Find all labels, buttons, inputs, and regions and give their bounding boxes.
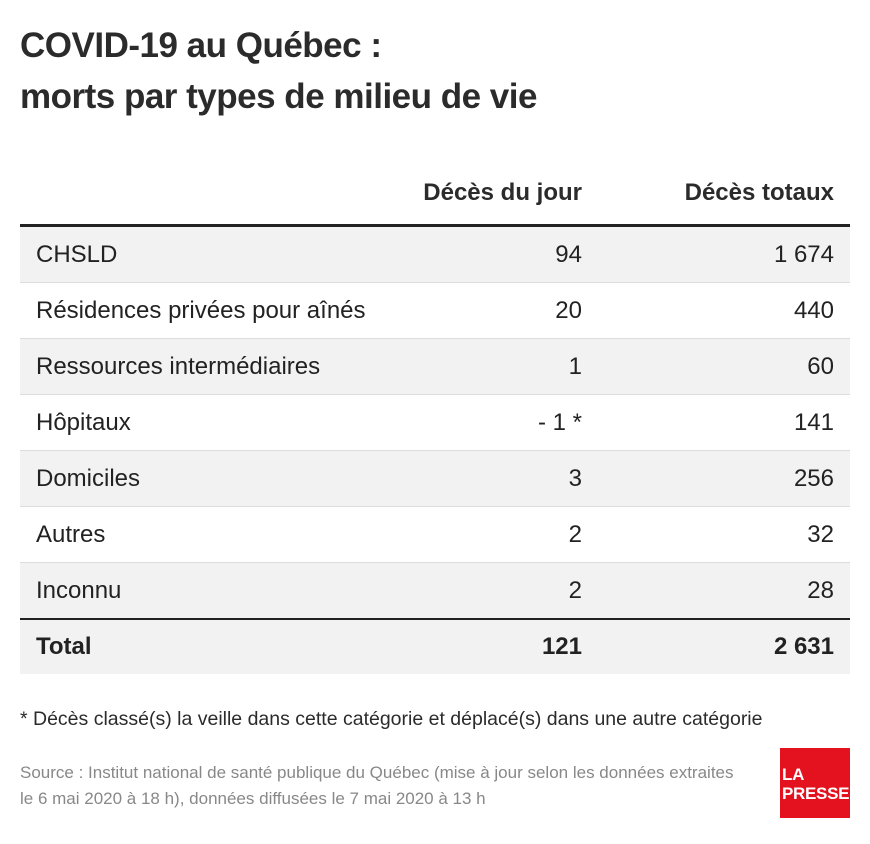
- la-presse-logo: [780, 748, 850, 818]
- table-header-row: [20, 166, 850, 226]
- cell-deces-totaux: 256: [598, 451, 850, 507]
- cell-deces-totaux: 141: [598, 395, 850, 451]
- cell-deces-jour: - 1 *: [386, 395, 598, 451]
- table-row: [20, 395, 850, 451]
- cell-deces-jour: 20: [386, 283, 598, 339]
- cell-milieu: CHSLD: [20, 226, 386, 283]
- header-deces-jour: Décès du jour: [386, 166, 598, 226]
- total-label: Total: [20, 619, 386, 674]
- table-row: [20, 563, 850, 620]
- table-row: [20, 451, 850, 507]
- title-line-1: COVID-19 au Québec :: [20, 26, 382, 65]
- header-milieu: [20, 166, 386, 226]
- header-deces-totaux: Décès totaux: [598, 166, 850, 226]
- logo-line-2: PRESSE: [782, 784, 850, 803]
- cell-deces-totaux: 60: [598, 339, 850, 395]
- cell-deces-jour: 94: [386, 226, 598, 283]
- table-row: [20, 226, 850, 283]
- cell-milieu: Ressources intermédiaires: [20, 339, 386, 395]
- cell-milieu: Inconnu: [20, 563, 386, 620]
- cell-milieu: Domiciles: [20, 451, 386, 507]
- table-row: [20, 339, 850, 395]
- deaths-table: [20, 166, 850, 674]
- total-deces-jour: 121: [386, 619, 598, 674]
- cell-deces-totaux: 440: [598, 283, 850, 339]
- cell-deces-totaux: 32: [598, 507, 850, 563]
- source-note: Source : Institut national de santé publique du Québec (mise à jour selon les données extraites le 6 mai 2020 à 18 h), données diffusées le 7 mai 2020 à 13 h: [20, 763, 734, 808]
- cell-milieu: Hôpitaux: [20, 395, 386, 451]
- title-line-2: morts par types de milieu de vie: [20, 77, 537, 116]
- footnote: * Décès classé(s) la veille dans cette catégorie et déplacé(s) dans une autre catégorie: [20, 708, 763, 730]
- cell-deces-jour: 2: [386, 507, 598, 563]
- total-deces-totaux: 2 631: [598, 619, 850, 674]
- page-title: [20, 20, 850, 122]
- cell-deces-jour: 3: [386, 451, 598, 507]
- cell-deces-totaux: 1 674: [598, 226, 850, 283]
- cell-milieu: Résidences privées pour aînés: [20, 283, 386, 339]
- table-row: [20, 283, 850, 339]
- cell-milieu: Autres: [20, 507, 386, 563]
- cell-deces-jour: 1: [386, 339, 598, 395]
- total-row: [20, 619, 850, 674]
- cell-deces-totaux: 28: [598, 563, 850, 620]
- table-row: [20, 507, 850, 563]
- cell-deces-jour: 2: [386, 563, 598, 620]
- logo-line-1: LA: [782, 765, 805, 784]
